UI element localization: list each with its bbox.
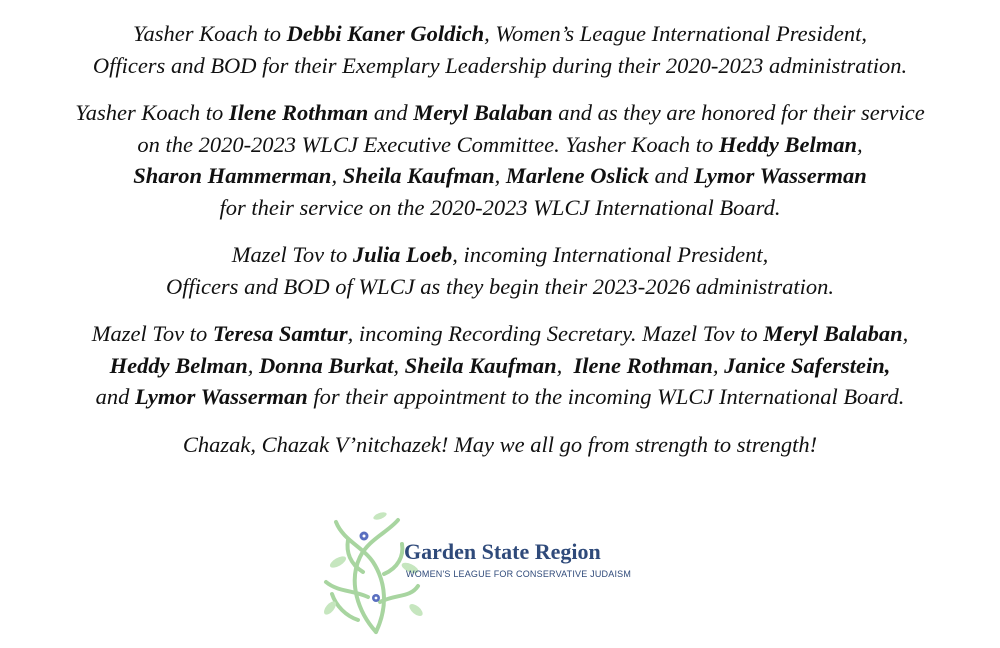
text: , xyxy=(556,352,574,378)
text: , xyxy=(712,352,725,378)
text: , xyxy=(331,163,343,188)
text: Yasher Koach to xyxy=(133,21,287,46)
text-line xyxy=(0,18,1000,50)
logo-subtitle: WOMEN'S LEAGUE FOR CONSERVATIVE JUDAISM xyxy=(406,569,632,579)
text-line xyxy=(0,50,1000,82)
honoree-name: Marlene Oslick xyxy=(505,163,649,188)
text: for their service on the 2020-2023 WLCJ International Board. xyxy=(219,194,781,220)
honoree-name: Donna Burkat xyxy=(258,352,394,378)
text: Mazel Tov to xyxy=(91,321,213,346)
text-line xyxy=(0,97,1000,129)
text-line xyxy=(0,318,1000,350)
logo-title: Garden State Region xyxy=(404,539,601,564)
paragraph-yasher-koach-president xyxy=(0,18,1000,81)
honoree-name: Ilene Rothman xyxy=(228,100,369,125)
honoree-name: Meryl Balaban xyxy=(763,321,903,346)
honoree-name: Ilene Rothman xyxy=(573,352,713,378)
text: , xyxy=(857,131,863,157)
honoree-name: Lymor Wasserman xyxy=(135,384,308,409)
honoree-name: Teresa Samtur xyxy=(212,321,348,346)
text: , xyxy=(494,163,506,188)
text: and xyxy=(649,163,694,188)
honoree-name: Debbi Kaner Goldich xyxy=(286,21,485,46)
text: on the 2020-2023 WLCJ Executive Committee. Yasher Koach to xyxy=(137,131,719,157)
text: , xyxy=(902,321,909,346)
text: , incoming International President, xyxy=(452,242,769,267)
text: Officers and BOD of WLCJ as they begin their 2023-2026 administration. xyxy=(165,273,835,299)
text: , xyxy=(393,352,405,378)
honoree-name: Julia Loeb xyxy=(352,242,453,267)
closing-text: Chazak, Chazak V’nitchazek! May we all go from strength to strength! xyxy=(182,431,818,457)
text: Mazel Tov to xyxy=(231,242,353,267)
text: and xyxy=(368,100,414,125)
paragraph-mazel-tov-president xyxy=(0,239,1000,302)
text: , incoming Recording Secretary. Mazel Tov to xyxy=(347,321,764,346)
honoree-name: Sharon Hammerman xyxy=(133,163,332,188)
text: Officers and BOD for their Exemplary Leadership during their 2020-2023 administration. xyxy=(92,52,908,78)
honoree-name: Sheila Kaufman xyxy=(342,163,495,188)
text-line xyxy=(0,350,1000,382)
text-line xyxy=(0,160,1000,192)
garden-state-region-logo xyxy=(318,502,648,638)
text: and as they are honored for their service xyxy=(552,100,925,125)
text-line xyxy=(0,239,1000,271)
text: Yasher Koach to xyxy=(75,100,229,125)
honoree-name: Heddy Belman xyxy=(718,131,858,157)
honoree-name: Sheila Kaufman xyxy=(404,352,557,378)
announcement-text xyxy=(0,18,1000,476)
paragraph-mazel-tov-board xyxy=(0,318,1000,413)
paragraph-yasher-koach-committee xyxy=(0,97,1000,223)
honoree-name: Meryl Balaban xyxy=(413,100,553,125)
text-line xyxy=(0,271,1000,303)
text: , Women’s League International President, xyxy=(484,21,867,46)
text-line xyxy=(0,192,1000,224)
closing-line xyxy=(0,429,1000,461)
honoree-name: Heddy Belman xyxy=(109,352,248,378)
text: for their appointment to the incoming WLCJ International Board. xyxy=(307,384,905,409)
honoree-name: Janice Saferstein, xyxy=(724,352,891,378)
text: , xyxy=(247,352,259,378)
text-line xyxy=(0,381,1000,413)
honoree-name: Lymor Wasserman xyxy=(694,163,867,188)
text: and xyxy=(95,384,135,409)
text-line xyxy=(0,129,1000,161)
